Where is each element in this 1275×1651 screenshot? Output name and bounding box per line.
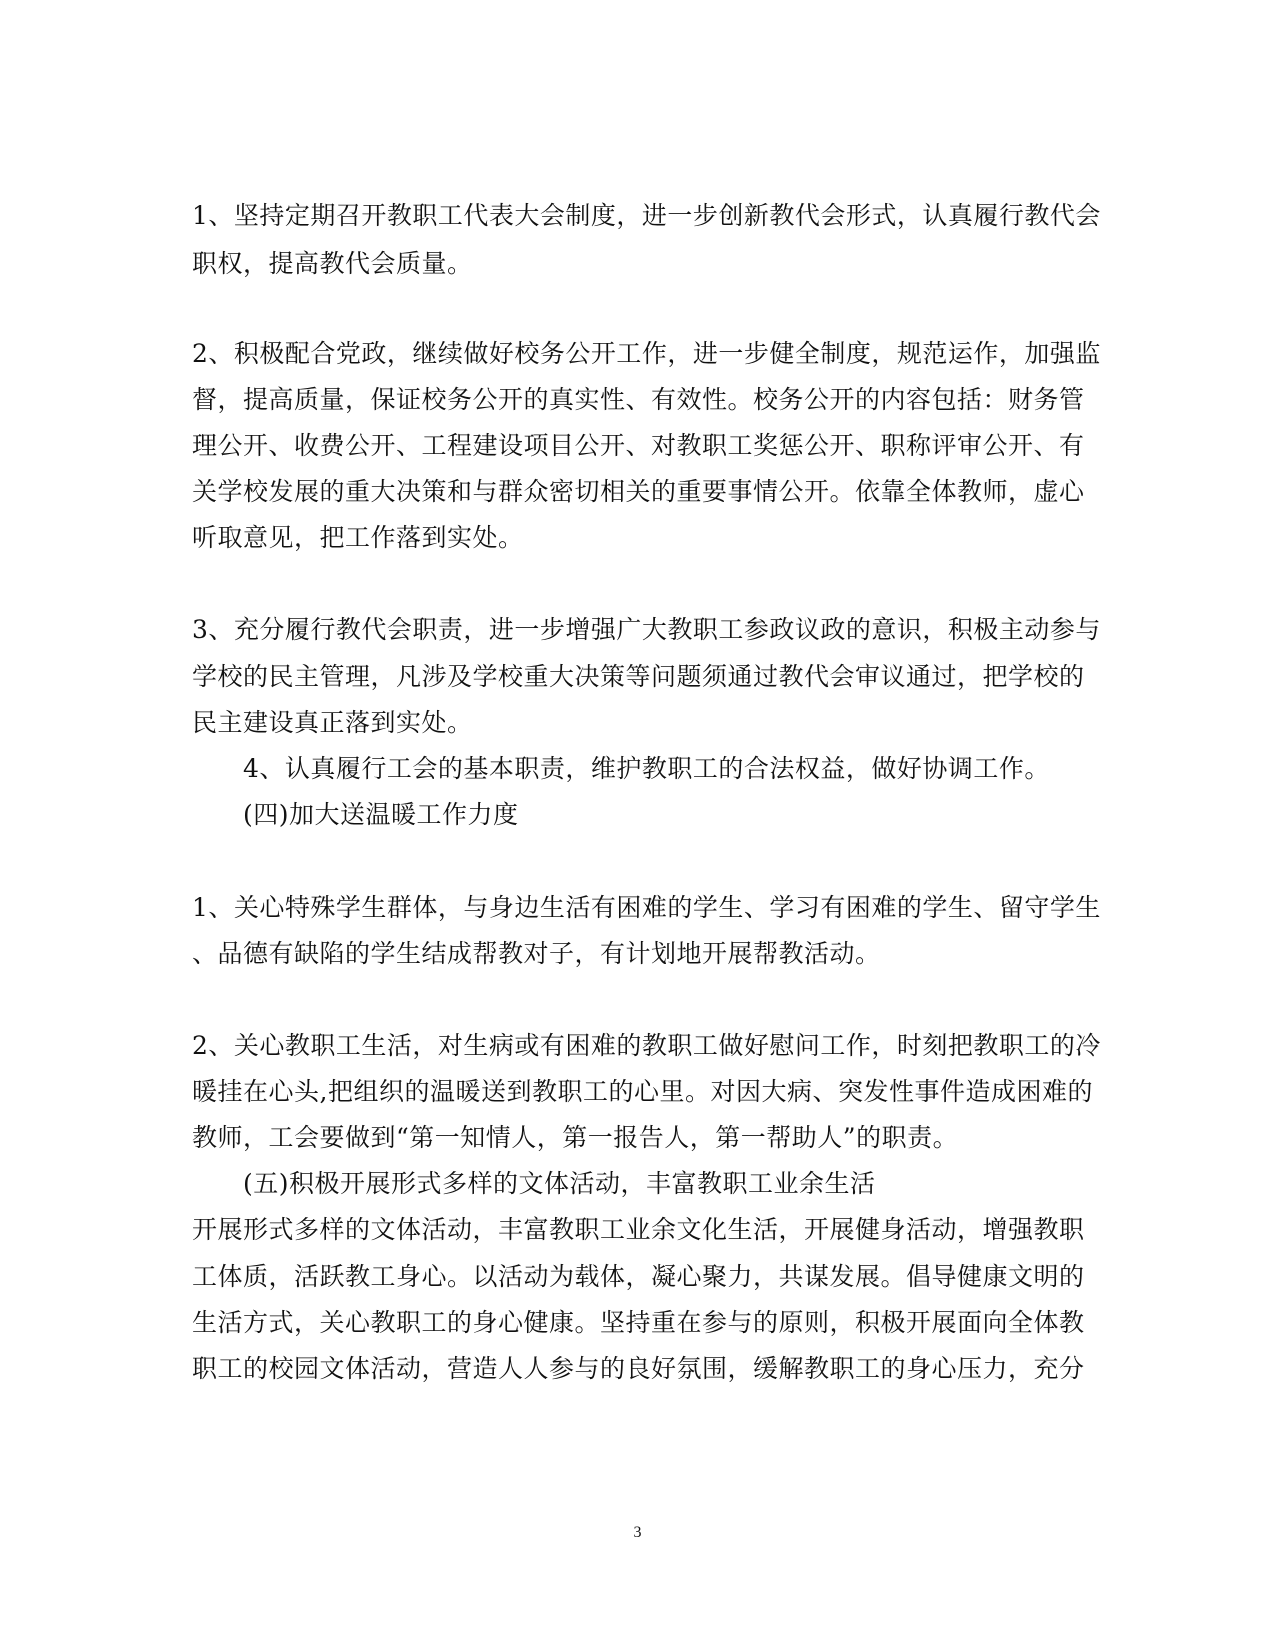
text-line: 1、关心特殊学生群体，与身边生活有困难的学生、学习有困难的学生、留守学生	[192, 893, 1101, 922]
text-line: 教师，工会要做到“第一知情人，第一报告人，第一帮助人”的职责。	[192, 1123, 959, 1152]
text-line: 关学校发展的重大决策和与群众密切相关的重要事情公开。依靠全体教师，虚心	[192, 477, 1085, 506]
text-line: 2、关心教职工生活，对生病或有困难的教职工做好慰问工作，时刻把教职工的冷	[192, 1031, 1101, 1060]
text-line: 、品德有缺陷的学生结成帮教对子，有计划地开展帮教活动。	[192, 939, 881, 968]
text-line: 理公开、收费公开、工程建设项目公开、对教职工奖惩公开、职称评审公开、有	[192, 431, 1085, 460]
text-line: 4、认真履行工会的基本职责，维护教职工的合法权益，做好协调工作。	[243, 754, 1050, 783]
text-line: 1、坚持定期召开教职工代表大会制度，进一步创新教代会形式，认真履行教代会	[192, 201, 1101, 230]
text-line: 3、充分履行教代会职责，进一步增强广大教职工参政议政的意识，积极主动参与	[192, 615, 1101, 644]
section-heading: (五)积极开展形式多样的文体活动，丰富教职工业余生活	[243, 1169, 876, 1198]
text-line: 工体质，活跃教工身心。以活动为载体，凝心聚力，共谋发展。倡导健康文明的	[192, 1262, 1085, 1291]
page-number: 3	[633, 1524, 642, 1541]
text-line: 民主建设真正落到实处。	[192, 708, 473, 737]
text-line: 2、积极配合党政，继续做好校务公开工作，进一步健全制度，规范运作，加强监	[192, 339, 1101, 368]
text-line: 暖挂在心头,把组织的温暖送到教职工的心里。对因大病、突发性事件造成困难的	[192, 1077, 1093, 1106]
text-line: 生活方式，关心教职工的身心健康。坚持重在参与的原则，积极开展面向全体教	[192, 1308, 1085, 1337]
text-line: 职工的校园文体活动，营造人人参与的良好氛围，缓解教职工的身心压力，充分	[192, 1354, 1085, 1383]
section-heading: (四)加大送温暖工作力度	[243, 800, 519, 829]
text-line: 职权，提高教代会质量。	[192, 249, 473, 278]
text-line: 听取意见，把工作落到实处。	[192, 523, 524, 552]
text-line: 开展形式多样的文体活动，丰富教职工业余文化生活，开展健身活动，增强教职	[192, 1215, 1085, 1244]
text-line: 学校的民主管理，凡涉及学校重大决策等问题须通过教代会审议通过，把学校的	[192, 662, 1085, 691]
text-line: 督，提高质量，保证校务公开的真实性、有效性。校务公开的内容包括：财务管	[192, 385, 1085, 414]
